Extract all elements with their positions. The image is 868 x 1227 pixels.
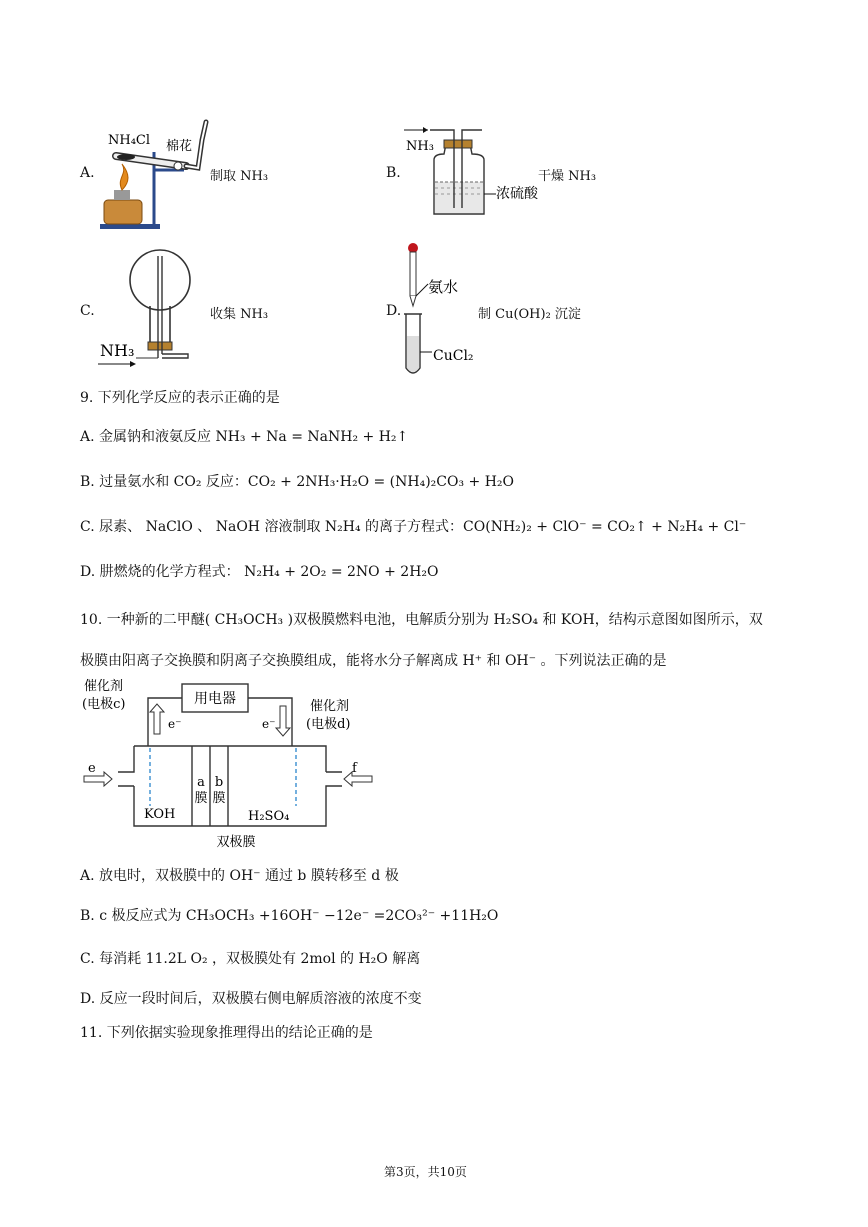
q10-stem-line2: 极膜由阳离子交换膜和阴离子交换膜组成，能将水分子解离成 H⁺ 和 OH⁻ 。下列说法正确的是 bbox=[80, 653, 667, 669]
electron-arrow-down bbox=[276, 706, 290, 736]
q10-option-c: C. 每消耗 11.2L O₂ ，双极膜处有 2mol 的 H₂O 解离 bbox=[80, 951, 421, 967]
label-b-gas: NH₃ bbox=[406, 139, 434, 154]
inlet-arrow-right bbox=[344, 772, 372, 786]
label-cotton: 棉花 bbox=[166, 139, 193, 154]
bipolar-label: 双极膜 bbox=[216, 835, 256, 850]
option-c-letter: C. bbox=[80, 303, 95, 319]
device-label: 用电器 bbox=[194, 691, 236, 707]
electron-left: e⁻ bbox=[168, 717, 182, 731]
membrane-a-1: a bbox=[197, 775, 205, 790]
catalyst-right-1: 催化剂 bbox=[310, 699, 350, 714]
q10-option-d: D. 反应一段时间后，双极膜右侧电解质溶液的浓度不变 bbox=[80, 991, 422, 1007]
option-d-letter: D. bbox=[386, 303, 402, 319]
electrolyte-right: H₂SO₄ bbox=[248, 809, 290, 824]
electron-arrow-up bbox=[150, 704, 164, 734]
inlet-left: e bbox=[88, 761, 96, 776]
apparatus-b-diagram bbox=[400, 122, 550, 222]
q10-stem-line1: 10. 一种新的二甲醚( CH₃OCH₃ )双极膜燃料电池，电解质分别为 H₂SO₄ 和 KOH，结构示意图如图所示，双 bbox=[80, 612, 763, 628]
electron-right: e⁻ bbox=[262, 717, 276, 731]
option-b-letter: B. bbox=[386, 165, 401, 181]
label-d-dropper: 氨水 bbox=[428, 278, 459, 296]
page-footer: 第3页，共10页 bbox=[384, 1165, 467, 1179]
fuel-cell-diagram bbox=[78, 676, 378, 856]
electrolyte-left: KOH bbox=[144, 807, 176, 822]
q11-stem: 11. 下列依据实验现象推理得出的结论正确的是 bbox=[80, 1025, 373, 1041]
membrane-a-2: 膜 bbox=[194, 791, 208, 806]
membrane-b-2: 膜 bbox=[212, 791, 226, 806]
q10-option-a: A. 放电时，双极膜中的 OH⁻ 通过 b 膜转移至 d 极 bbox=[80, 868, 399, 884]
label-b-liquid: 浓硫酸 bbox=[496, 186, 538, 202]
q9-option-c: C. 尿素、 NaClO 、 NaOH 溶液制取 N₂H₄ 的离子方程式：CO(NH₂)₂ + ClO⁻ = CO₂↑ + N₂H₄ + Cl⁻ bbox=[80, 519, 747, 535]
inlet-right: f bbox=[352, 761, 357, 776]
option-c-caption: 收集 NH₃ bbox=[210, 307, 269, 322]
q9-option-d: D. 肼燃烧的化学方程式： N₂H₄ + 2O₂ = 2NO + 2H₂O bbox=[80, 564, 439, 580]
q9-option-b: B. 过量氨水和 CO₂ 反应：CO₂ + 2NH₃·H₂O = (NH₄)₂CO₃ + H₂O bbox=[80, 474, 515, 490]
option-b-caption: 干燥 NH₃ bbox=[538, 169, 597, 184]
catalyst-right-2: (电极d) bbox=[306, 717, 351, 732]
q10-option-b: B. c 极反应式为 CH₃OCH₃ +16OH⁻ −12e⁻ =2CO₃²⁻ +11H₂O bbox=[80, 908, 499, 924]
label-d-tube: CuCl₂ bbox=[433, 348, 474, 364]
option-d-caption: 制 Cu(OH)₂ 沉淀 bbox=[478, 307, 581, 322]
label-c-gas: NH₃ bbox=[100, 341, 135, 360]
label-nh4cl: NH₄Cl bbox=[108, 133, 151, 148]
apparatus-c-diagram bbox=[96, 246, 206, 370]
apparatus-a-diagram bbox=[98, 112, 218, 234]
catalyst-left-1: 催化剂 bbox=[84, 679, 124, 694]
membrane-b-1: b bbox=[214, 775, 224, 790]
option-a-letter: A. bbox=[80, 165, 95, 181]
option-a-caption: 制取 NH₃ bbox=[210, 169, 269, 184]
catalyst-left-2: (电极c) bbox=[82, 697, 126, 712]
q9-option-a: A. 金属钠和液氨反应 NH₃ + Na = NaNH₂ + H₂↑ bbox=[80, 429, 409, 445]
q9-stem: 9. 下列化学反应的表示正确的是 bbox=[80, 390, 280, 406]
